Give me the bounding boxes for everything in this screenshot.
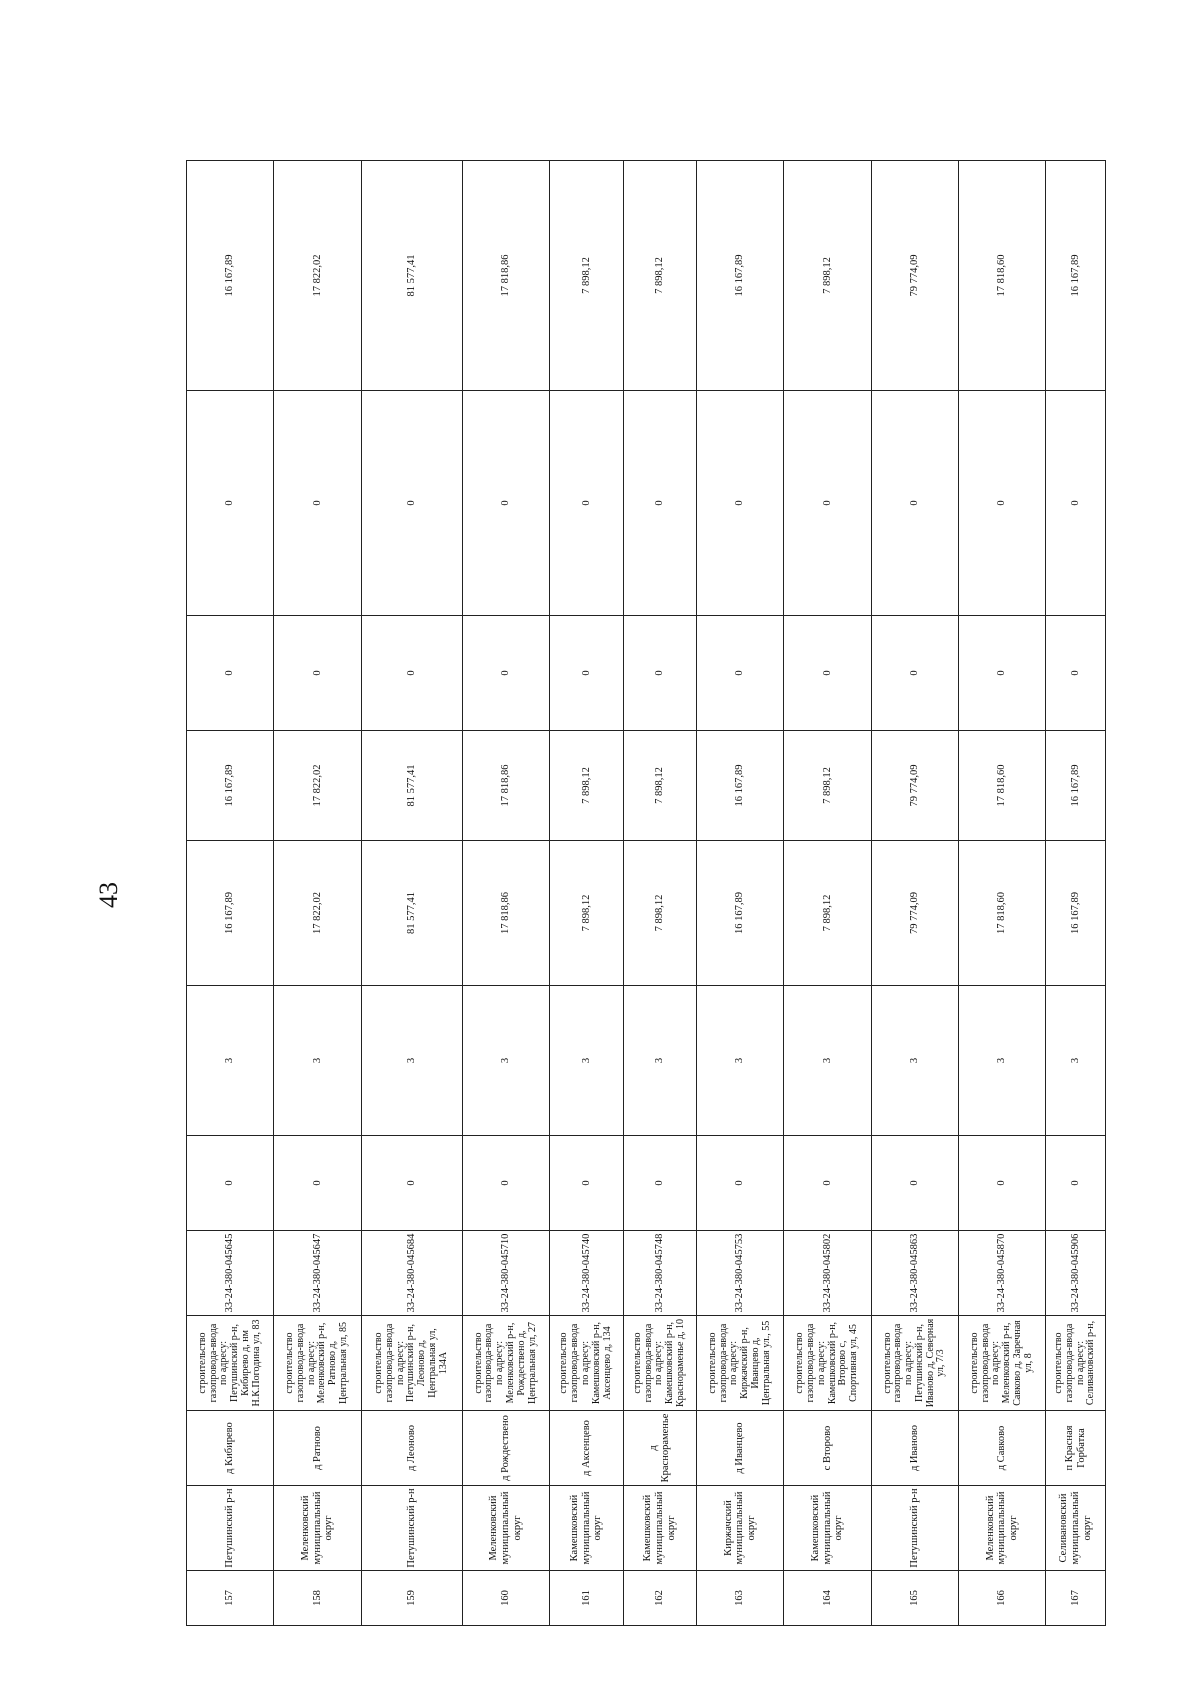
cell-value-col-6: 0	[187, 391, 274, 616]
cell-value-col-6: 0	[623, 391, 696, 616]
cell-district: Камешковский муниципальный округ	[550, 1486, 623, 1571]
cell-district: Меленковский муниципальный округ	[462, 1486, 549, 1571]
cell-object-code: 33-24-380-045645	[187, 1231, 274, 1316]
cell-address: строительство газопровода-ввода по адресу: Меленковский р-н, Рождествено д, Центральная ул, 27	[462, 1316, 549, 1411]
cell-amount-col-7: 17 822,02	[274, 161, 361, 391]
cell-value-col-2: 3	[871, 986, 958, 1136]
cell-amount-col-3: 79 774,09	[871, 841, 958, 986]
cell-district: Камешковский муниципальный округ	[784, 1486, 871, 1571]
page-number: 43	[94, 882, 123, 908]
cell-row-number: 162	[623, 1571, 696, 1626]
cell-row-number: 166	[959, 1571, 1046, 1626]
cell-amount-col-7: 7 898,12	[784, 161, 871, 391]
cell-value-col-5: 0	[784, 616, 871, 731]
cell-object-code: 33-24-380-045684	[361, 1231, 462, 1316]
cell-value-col-5: 0	[550, 616, 623, 731]
cell-value-col-2: 3	[959, 986, 1046, 1136]
cell-amount-col-3: 7 898,12	[550, 841, 623, 986]
cell-value-col-1: 0	[1046, 1136, 1106, 1231]
cell-value-col-1: 0	[361, 1136, 462, 1231]
cell-value-col-5: 0	[959, 616, 1046, 731]
cell-object-code: 33-24-380-045906	[1046, 1231, 1106, 1316]
cell-value-col-1: 0	[623, 1136, 696, 1231]
cell-settlement: д Краснораменье	[623, 1411, 696, 1486]
cell-settlement: д Рождествено	[462, 1411, 549, 1486]
cell-amount-col-3: 17 822,02	[274, 841, 361, 986]
cell-address: строительство газопровода-ввода по адресу: Селивановский р-н,	[1046, 1316, 1106, 1411]
cell-value-col-2: 3	[623, 986, 696, 1136]
cell-value-col-6: 0	[697, 391, 784, 616]
table-body	[187, 161, 1106, 1626]
cell-settlement: д Иваново	[871, 1411, 958, 1486]
cell-object-code: 33-24-380-045710	[462, 1231, 549, 1316]
cell-value-col-1: 0	[959, 1136, 1046, 1231]
cell-value-col-6: 0	[274, 391, 361, 616]
cell-district: Камешковский муниципальный округ	[623, 1486, 696, 1571]
cell-row-number: 158	[274, 1571, 361, 1626]
table-row	[697, 161, 784, 1626]
cell-value-col-1: 0	[462, 1136, 549, 1231]
cell-amount-col-7: 7 898,12	[623, 161, 696, 391]
cell-value-col-2: 3	[462, 986, 549, 1136]
cell-value-col-2: 3	[697, 986, 784, 1136]
table-row	[550, 161, 623, 1626]
cell-amount-col-3: 17 818,60	[959, 841, 1046, 986]
cell-value-col-6: 0	[959, 391, 1046, 616]
cell-amount-col-4: 16 167,89	[1046, 731, 1106, 841]
cell-amount-col-3: 7 898,12	[784, 841, 871, 986]
cell-value-col-6: 0	[361, 391, 462, 616]
cell-settlement: с Второво	[784, 1411, 871, 1486]
rotated-table-wrapper	[186, 161, 1106, 1626]
cell-row-number: 160	[462, 1571, 549, 1626]
cell-value-col-2: 3	[784, 986, 871, 1136]
cell-district: Меленковский муниципальный округ	[274, 1486, 361, 1571]
cell-amount-col-7: 17 818,86	[462, 161, 549, 391]
cell-value-col-1: 0	[784, 1136, 871, 1231]
cell-value-col-1: 0	[697, 1136, 784, 1231]
cell-settlement: д Иванцево	[697, 1411, 784, 1486]
data-table	[186, 160, 1106, 1626]
table-row	[361, 161, 462, 1626]
cell-value-col-6: 0	[871, 391, 958, 616]
cell-settlement: д Леоново	[361, 1411, 462, 1486]
cell-amount-col-7: 7 898,12	[550, 161, 623, 391]
cell-row-number: 167	[1046, 1571, 1106, 1626]
cell-amount-col-4: 17 818,60	[959, 731, 1046, 841]
cell-value-col-2: 3	[1046, 986, 1106, 1136]
cell-amount-col-7: 16 167,89	[1046, 161, 1106, 391]
cell-amount-col-3: 16 167,89	[697, 841, 784, 986]
cell-object-code: 33-24-380-045802	[784, 1231, 871, 1316]
cell-value-col-5: 0	[274, 616, 361, 731]
cell-value-col-5: 0	[1046, 616, 1106, 731]
table-row	[1046, 161, 1106, 1626]
cell-object-code: 33-24-380-045753	[697, 1231, 784, 1316]
table-row	[871, 161, 958, 1626]
cell-value-col-5: 0	[697, 616, 784, 731]
cell-amount-col-3: 7 898,12	[623, 841, 696, 986]
cell-amount-col-3: 16 167,89	[187, 841, 274, 986]
cell-value-col-1: 0	[871, 1136, 958, 1231]
cell-amount-col-7: 81 577,41	[361, 161, 462, 391]
cell-amount-col-7: 79 774,09	[871, 161, 958, 391]
cell-value-col-5: 0	[361, 616, 462, 731]
cell-amount-col-4: 81 577,41	[361, 731, 462, 841]
cell-amount-col-4: 17 818,86	[462, 731, 549, 841]
cell-value-col-1: 0	[550, 1136, 623, 1231]
cell-address: строительство газопровода-ввода по адресу: Меленковский р-н, Ратново д, Центральная ул, 85	[274, 1316, 361, 1411]
cell-district: Петушинский р-н	[361, 1486, 462, 1571]
cell-address: строительство газопровода-ввода по адресу: Петушинский р-н, Леоново д, Центральная ул, 134А	[361, 1316, 462, 1411]
cell-row-number: 157	[187, 1571, 274, 1626]
cell-district: Киржачский муниципальный округ	[697, 1486, 784, 1571]
cell-value-col-2: 3	[187, 986, 274, 1136]
cell-amount-col-4: 7 898,12	[550, 731, 623, 841]
cell-object-code: 33-24-380-045740	[550, 1231, 623, 1316]
cell-settlement: п Красная Горбатка	[1046, 1411, 1106, 1486]
table-row	[462, 161, 549, 1626]
cell-district: Петушинский р-н	[871, 1486, 958, 1571]
cell-value-col-2: 3	[550, 986, 623, 1136]
cell-address: строительство газопровода-ввода по адресу: Петушинский р-н, Иваново д, Северная ул, 7/3	[871, 1316, 958, 1411]
cell-address: строительство газопровода-ввода по адресу: Петушинский р-н, Кибирево д, нм Н.К.Погодина ул, 83	[187, 1316, 274, 1411]
cell-amount-col-3: 81 577,41	[361, 841, 462, 986]
cell-amount-col-4: 7 898,12	[623, 731, 696, 841]
cell-value-col-1: 0	[187, 1136, 274, 1231]
cell-settlement: д Кибирево	[187, 1411, 274, 1486]
cell-amount-col-4: 7 898,12	[784, 731, 871, 841]
cell-settlement: д Савково	[959, 1411, 1046, 1486]
cell-amount-col-4: 16 167,89	[697, 731, 784, 841]
cell-district: Меленковский муниципальный округ	[959, 1486, 1046, 1571]
cell-row-number: 165	[871, 1571, 958, 1626]
cell-amount-col-4: 79 774,09	[871, 731, 958, 841]
cell-settlement: д Аксенцево	[550, 1411, 623, 1486]
cell-value-col-1: 0	[274, 1136, 361, 1231]
cell-value-col-5: 0	[462, 616, 549, 731]
cell-amount-col-7: 16 167,89	[697, 161, 784, 391]
table-row	[623, 161, 696, 1626]
cell-row-number: 161	[550, 1571, 623, 1626]
cell-row-number: 159	[361, 1571, 462, 1626]
cell-address: строительство газопровода-ввода по адресу: Камешковский р-н, Аксенцево д, 134	[550, 1316, 623, 1411]
cell-value-col-5: 0	[623, 616, 696, 731]
cell-object-code: 33-24-380-045647	[274, 1231, 361, 1316]
cell-value-col-6: 0	[784, 391, 871, 616]
cell-value-col-6: 0	[1046, 391, 1106, 616]
cell-amount-col-7: 17 818,60	[959, 161, 1046, 391]
cell-address: строительство газопровода-ввода по адресу: Киржачский р-н, Иванцево д, Центральная ул., 55	[697, 1316, 784, 1411]
cell-object-code: 33-24-380-045870	[959, 1231, 1046, 1316]
cell-value-col-5: 0	[187, 616, 274, 731]
cell-district: Селивановский муниципальный округ	[1046, 1486, 1106, 1571]
cell-object-code: 33-24-380-045863	[871, 1231, 958, 1316]
cell-amount-col-4: 16 167,89	[187, 731, 274, 841]
table-row	[274, 161, 361, 1626]
cell-value-col-6: 0	[550, 391, 623, 616]
cell-amount-col-3: 16 167,89	[1046, 841, 1106, 986]
cell-address: строительство газопровода-ввода по адресу: Камешковский р-н, Краснораменье д, 10	[623, 1316, 696, 1411]
cell-address: строительство газопровода-ввода по адресу: Камешковский р-н, Второво с, Спортивная ул, 45	[784, 1316, 871, 1411]
cell-amount-col-4: 17 822,02	[274, 731, 361, 841]
cell-row-number: 164	[784, 1571, 871, 1626]
cell-address: строительство газопровода-ввода по адресу: Меленковский р-н, Савково д, Заречная ул, 8	[959, 1316, 1046, 1411]
cell-amount-col-3: 17 818,86	[462, 841, 549, 986]
cell-value-col-6: 0	[462, 391, 549, 616]
cell-district: Петушинский р-н	[187, 1486, 274, 1571]
cell-value-col-2: 3	[274, 986, 361, 1136]
cell-settlement: д Ратново	[274, 1411, 361, 1486]
cell-row-number: 163	[697, 1571, 784, 1626]
cell-amount-col-7: 16 167,89	[187, 161, 274, 391]
cell-value-col-5: 0	[871, 616, 958, 731]
table-row	[784, 161, 871, 1626]
cell-value-col-2: 3	[361, 986, 462, 1136]
table-row	[959, 161, 1046, 1626]
table-row	[187, 161, 274, 1626]
cell-object-code: 33-24-380-045748	[623, 1231, 696, 1316]
